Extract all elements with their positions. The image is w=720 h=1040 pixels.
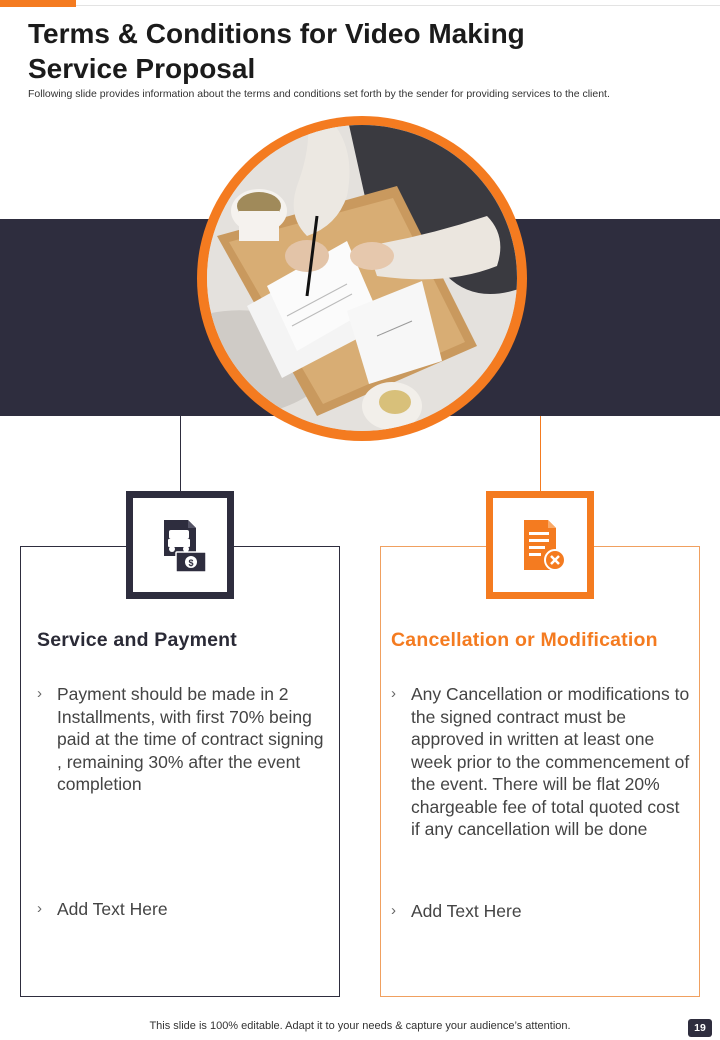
bullet-item [391, 683, 691, 841]
card-heading: Cancellation or Modification [391, 629, 658, 651]
chevron-right-icon: › [391, 685, 396, 702]
accent-bar [0, 0, 76, 7]
top-rule [76, 5, 720, 6]
page-title: Terms & Conditions for Video Making Service Proposal [28, 18, 525, 84]
card-service-payment [20, 546, 340, 997]
page-subtitle: Following slide provides information about the terms and conditions set forth by the sender for providing services to the client. [28, 88, 610, 100]
card-heading: Service and Payment [37, 629, 237, 651]
bullet-text: Payment should be made in 2 Installments, with first 70% being paid at the time of contract signing , remaining 30% after the event completion [57, 684, 324, 794]
bullet-text: Add Text Here [57, 899, 168, 919]
card-cancellation-modification [380, 546, 700, 997]
footer-note: This slide is 100% editable. Adapt it to your needs & capture your audience’s attention. [149, 1020, 571, 1032]
photo-illustration [197, 116, 527, 441]
document-cancel-icon [520, 518, 568, 574]
connector-right [540, 416, 541, 492]
vehicle-document-money-icon [160, 518, 208, 574]
chevron-right-icon: › [37, 900, 42, 917]
hero-photo [197, 116, 527, 441]
connector-left [180, 416, 181, 492]
page-number: 19 [688, 1019, 712, 1037]
chevron-right-icon: › [37, 685, 42, 702]
icon-box-left [126, 491, 234, 599]
svg-text:$: $ [188, 558, 194, 568]
bullet-item [37, 898, 327, 921]
bullet-text: Add Text Here [411, 901, 522, 921]
bullet-text: Any Cancellation or modifications to the signed contract must be approved in written at least one week prior to the commencement of the event. There will be flat 20% chargeable fee of total quoted cost if any cancellation will be done [411, 684, 690, 839]
icon-box-right [486, 491, 594, 599]
chevron-right-icon: › [391, 902, 396, 919]
bullet-item [37, 683, 327, 796]
bullet-item [391, 900, 691, 923]
